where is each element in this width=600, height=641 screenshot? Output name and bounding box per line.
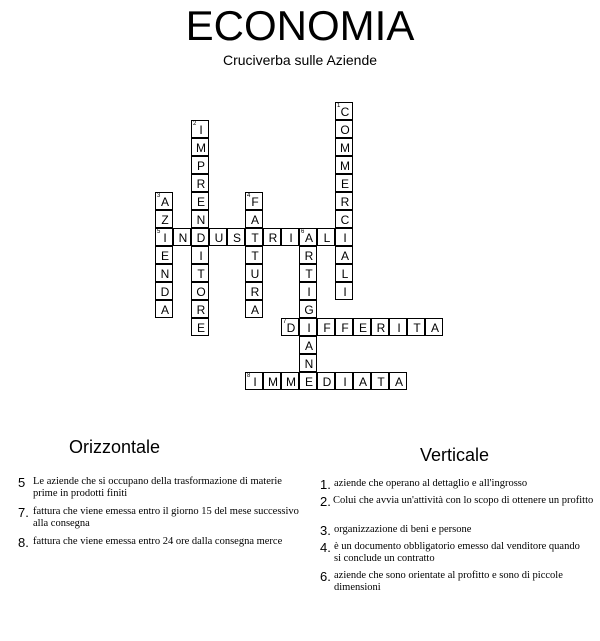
cell-number: 2 xyxy=(193,121,197,127)
cell-number: 6 xyxy=(301,229,305,235)
grid-cell xyxy=(155,300,173,318)
grid-cell xyxy=(281,372,299,390)
cell-letter: T xyxy=(377,375,385,389)
across-heading: Orizzontale xyxy=(69,437,161,457)
clue-text: organizzazione di beni e persone xyxy=(334,524,472,535)
grid-cell xyxy=(335,228,353,246)
cell-letter: I xyxy=(199,123,203,137)
cell-letter: T xyxy=(251,231,259,245)
grid-cell xyxy=(335,318,353,336)
cell-letter: E xyxy=(358,321,367,335)
grid-cell xyxy=(299,246,317,264)
grid-cell xyxy=(335,156,353,174)
down-heading: Verticale xyxy=(420,445,490,465)
clue-down-1 xyxy=(320,477,595,491)
grid-cell xyxy=(389,372,407,390)
cell-letter: A xyxy=(304,339,313,353)
cell-letter: D xyxy=(286,321,296,335)
cell-letter: O xyxy=(340,123,350,137)
cell-letter: A xyxy=(250,303,259,317)
cell-letter: I xyxy=(163,231,167,245)
grid-cell xyxy=(335,138,353,156)
cell-letter: P xyxy=(196,159,205,173)
grid-cell xyxy=(155,228,173,246)
cell-letter: E xyxy=(196,195,205,209)
cell-letter: C xyxy=(340,105,350,119)
grid-cell xyxy=(407,318,425,336)
cell-letter: A xyxy=(160,195,169,209)
cell-letter: I xyxy=(343,285,347,299)
cell-letter: S xyxy=(232,231,241,245)
grid-cell xyxy=(317,228,335,246)
page-subtitle: Cruciverba sulle Aziende xyxy=(222,52,378,68)
cell-letter: A xyxy=(250,213,259,227)
cell-letter: E xyxy=(196,321,205,335)
cell-letter: M xyxy=(196,141,206,155)
clue-number: 5 xyxy=(18,475,26,490)
cell-letter: R xyxy=(376,321,386,335)
grid-cell xyxy=(155,210,173,228)
grid-cell xyxy=(245,228,263,246)
cell-letter: N xyxy=(160,267,170,281)
grid-cell xyxy=(389,318,407,336)
cell-letter: A xyxy=(304,231,313,245)
grid-cell xyxy=(191,228,209,246)
clue-down-3 xyxy=(320,523,595,537)
cell-letter: I xyxy=(307,321,311,335)
cell-letter: A xyxy=(358,375,367,389)
cell-letter: O xyxy=(196,285,206,299)
grid-cell xyxy=(299,372,317,390)
grid-cell xyxy=(335,246,353,264)
clue-number: 3. xyxy=(320,523,331,538)
cell-letter: M xyxy=(340,159,350,173)
cell-letter: A xyxy=(160,303,169,317)
cell-number: 5 xyxy=(157,229,161,235)
clue-across-5 xyxy=(18,475,288,501)
clue-down-4 xyxy=(320,540,595,566)
cell-letter: A xyxy=(430,321,439,335)
cell-letter: I xyxy=(289,231,293,245)
cell-letter: R xyxy=(250,285,260,299)
grid-cell xyxy=(191,282,209,300)
grid-cell xyxy=(191,138,209,156)
cell-number: 7 xyxy=(283,319,287,325)
cell-letter: R xyxy=(196,177,206,191)
cell-letter: N xyxy=(196,213,206,227)
clue-down-6 xyxy=(320,569,600,595)
grid-cell xyxy=(299,264,317,282)
cell-letter: F xyxy=(323,321,331,335)
cell-number: 4 xyxy=(247,193,251,199)
cell-letter: E xyxy=(304,375,313,389)
cell-letter: I xyxy=(397,321,401,335)
grid-cell xyxy=(191,192,209,210)
grid-cell xyxy=(191,300,209,318)
cell-letter: T xyxy=(305,267,313,281)
cell-letter: D xyxy=(322,375,332,389)
grid-cell xyxy=(245,372,263,390)
cell-letter: T xyxy=(413,321,421,335)
grid-cell xyxy=(191,264,209,282)
grid-cell xyxy=(371,372,389,390)
cell-letter: C xyxy=(340,213,350,227)
clue-text: Colui che avvia un'attività con lo scopo di ottenere un profitto xyxy=(333,495,594,506)
cell-letter: M xyxy=(268,375,278,389)
grid-cell xyxy=(245,300,263,318)
cell-letter: E xyxy=(160,249,169,263)
cell-letter: I xyxy=(343,231,347,245)
cell-number: 8 xyxy=(247,373,251,379)
clue-number: 4. xyxy=(320,540,331,555)
grid-cell xyxy=(299,318,317,336)
clue-number: 8. xyxy=(18,535,29,550)
cell-letter: U xyxy=(250,267,260,281)
cell-letter: T xyxy=(197,267,205,281)
cell-letter: F xyxy=(341,321,349,335)
clue-across-8 xyxy=(18,535,308,561)
clue-text: fattura che viene emessa entro il giorno 15 del mese successivo alla consegna xyxy=(33,506,299,529)
cell-letter: T xyxy=(251,249,259,263)
grid-cell xyxy=(155,282,173,300)
grid-cell xyxy=(263,372,281,390)
grid-cell xyxy=(245,210,263,228)
clue-text: Le aziende che si occupano della trasformazione di materie prime in prodotti finiti xyxy=(33,476,282,499)
cell-letter: N xyxy=(178,231,188,245)
grid-cell xyxy=(191,120,209,138)
grid-cell xyxy=(335,102,353,120)
cell-letter: L xyxy=(341,267,349,281)
cell-letter: Z xyxy=(161,213,169,227)
cell-letter: I xyxy=(343,375,347,389)
cell-letter: L xyxy=(323,231,331,245)
cell-letter: F xyxy=(251,195,259,209)
grid-cell xyxy=(155,246,173,264)
cell-letter: M xyxy=(286,375,296,389)
grid-cell xyxy=(155,264,173,282)
cell-letter: A xyxy=(394,375,403,389)
clue-number: 2. xyxy=(320,494,331,509)
cell-letter: D xyxy=(160,285,170,299)
page-title: ECONOMIA xyxy=(185,2,415,49)
grid-cell xyxy=(155,192,173,210)
cell-letter: I xyxy=(199,249,203,263)
cell-letter: I xyxy=(253,375,257,389)
grid-cell xyxy=(425,318,443,336)
grid-cell xyxy=(335,174,353,192)
clue-number: 1. xyxy=(320,477,331,492)
clue-number: 7. xyxy=(18,505,29,520)
grid-cell xyxy=(173,228,191,246)
grid-cell xyxy=(299,300,317,318)
grid-cell xyxy=(299,282,317,300)
cell-letter: N xyxy=(304,357,314,371)
grid-cell xyxy=(317,372,335,390)
cell-letter: U xyxy=(214,231,224,245)
grid-cell xyxy=(191,156,209,174)
grid-cell xyxy=(281,228,299,246)
cell-letter: I xyxy=(307,285,311,299)
clue-down-2 xyxy=(320,494,595,520)
grid-cell xyxy=(335,120,353,138)
clue-text: fattura che viene emessa entro 24 ore dalla consegna merce xyxy=(33,536,283,547)
grid-cell xyxy=(317,318,335,336)
clue-across-7 xyxy=(18,505,308,531)
cell-letter: R xyxy=(304,249,314,263)
clue-text: è un documento obbligatorio emesso dal venditore quando si conclude un contratto xyxy=(334,541,580,564)
cell-letter: E xyxy=(340,177,349,191)
grid-cell xyxy=(353,372,371,390)
grid-cell xyxy=(335,282,353,300)
grid-cell xyxy=(245,192,263,210)
grid-cell xyxy=(191,174,209,192)
grid-cell xyxy=(227,228,245,246)
cell-letter: M xyxy=(340,141,350,155)
cell-letter: R xyxy=(340,195,350,209)
clue-text: aziende che sono orientate al profitto e sono di piccole dimensioni xyxy=(334,570,563,593)
grid-cell xyxy=(281,318,299,336)
grid-cell xyxy=(191,246,209,264)
cell-letter: R xyxy=(196,303,206,317)
grid-cell xyxy=(335,192,353,210)
grid-cell xyxy=(335,372,353,390)
grid-cell xyxy=(191,210,209,228)
grid-cell xyxy=(245,264,263,282)
grid-cell xyxy=(353,318,371,336)
clue-text: aziende che operano al dettaglio e all'ingrosso xyxy=(334,478,528,489)
cell-number: 1 xyxy=(337,103,341,109)
grid-cell xyxy=(299,354,317,372)
clue-number: 6. xyxy=(320,569,331,584)
grid-cell xyxy=(245,246,263,264)
grid-cell xyxy=(335,264,353,282)
cell-letter: R xyxy=(268,231,278,245)
cell-letter: A xyxy=(340,249,349,263)
cell-number: 3 xyxy=(157,193,161,199)
cell-letter: G xyxy=(304,303,314,317)
grid-cell xyxy=(299,228,317,246)
grid-cell xyxy=(299,336,317,354)
grid-cell xyxy=(245,282,263,300)
grid-cell xyxy=(371,318,389,336)
cell-letter: D xyxy=(196,231,206,245)
grid-cell xyxy=(191,318,209,336)
grid-cell xyxy=(209,228,227,246)
grid-cell xyxy=(335,210,353,228)
grid-cell xyxy=(263,228,281,246)
